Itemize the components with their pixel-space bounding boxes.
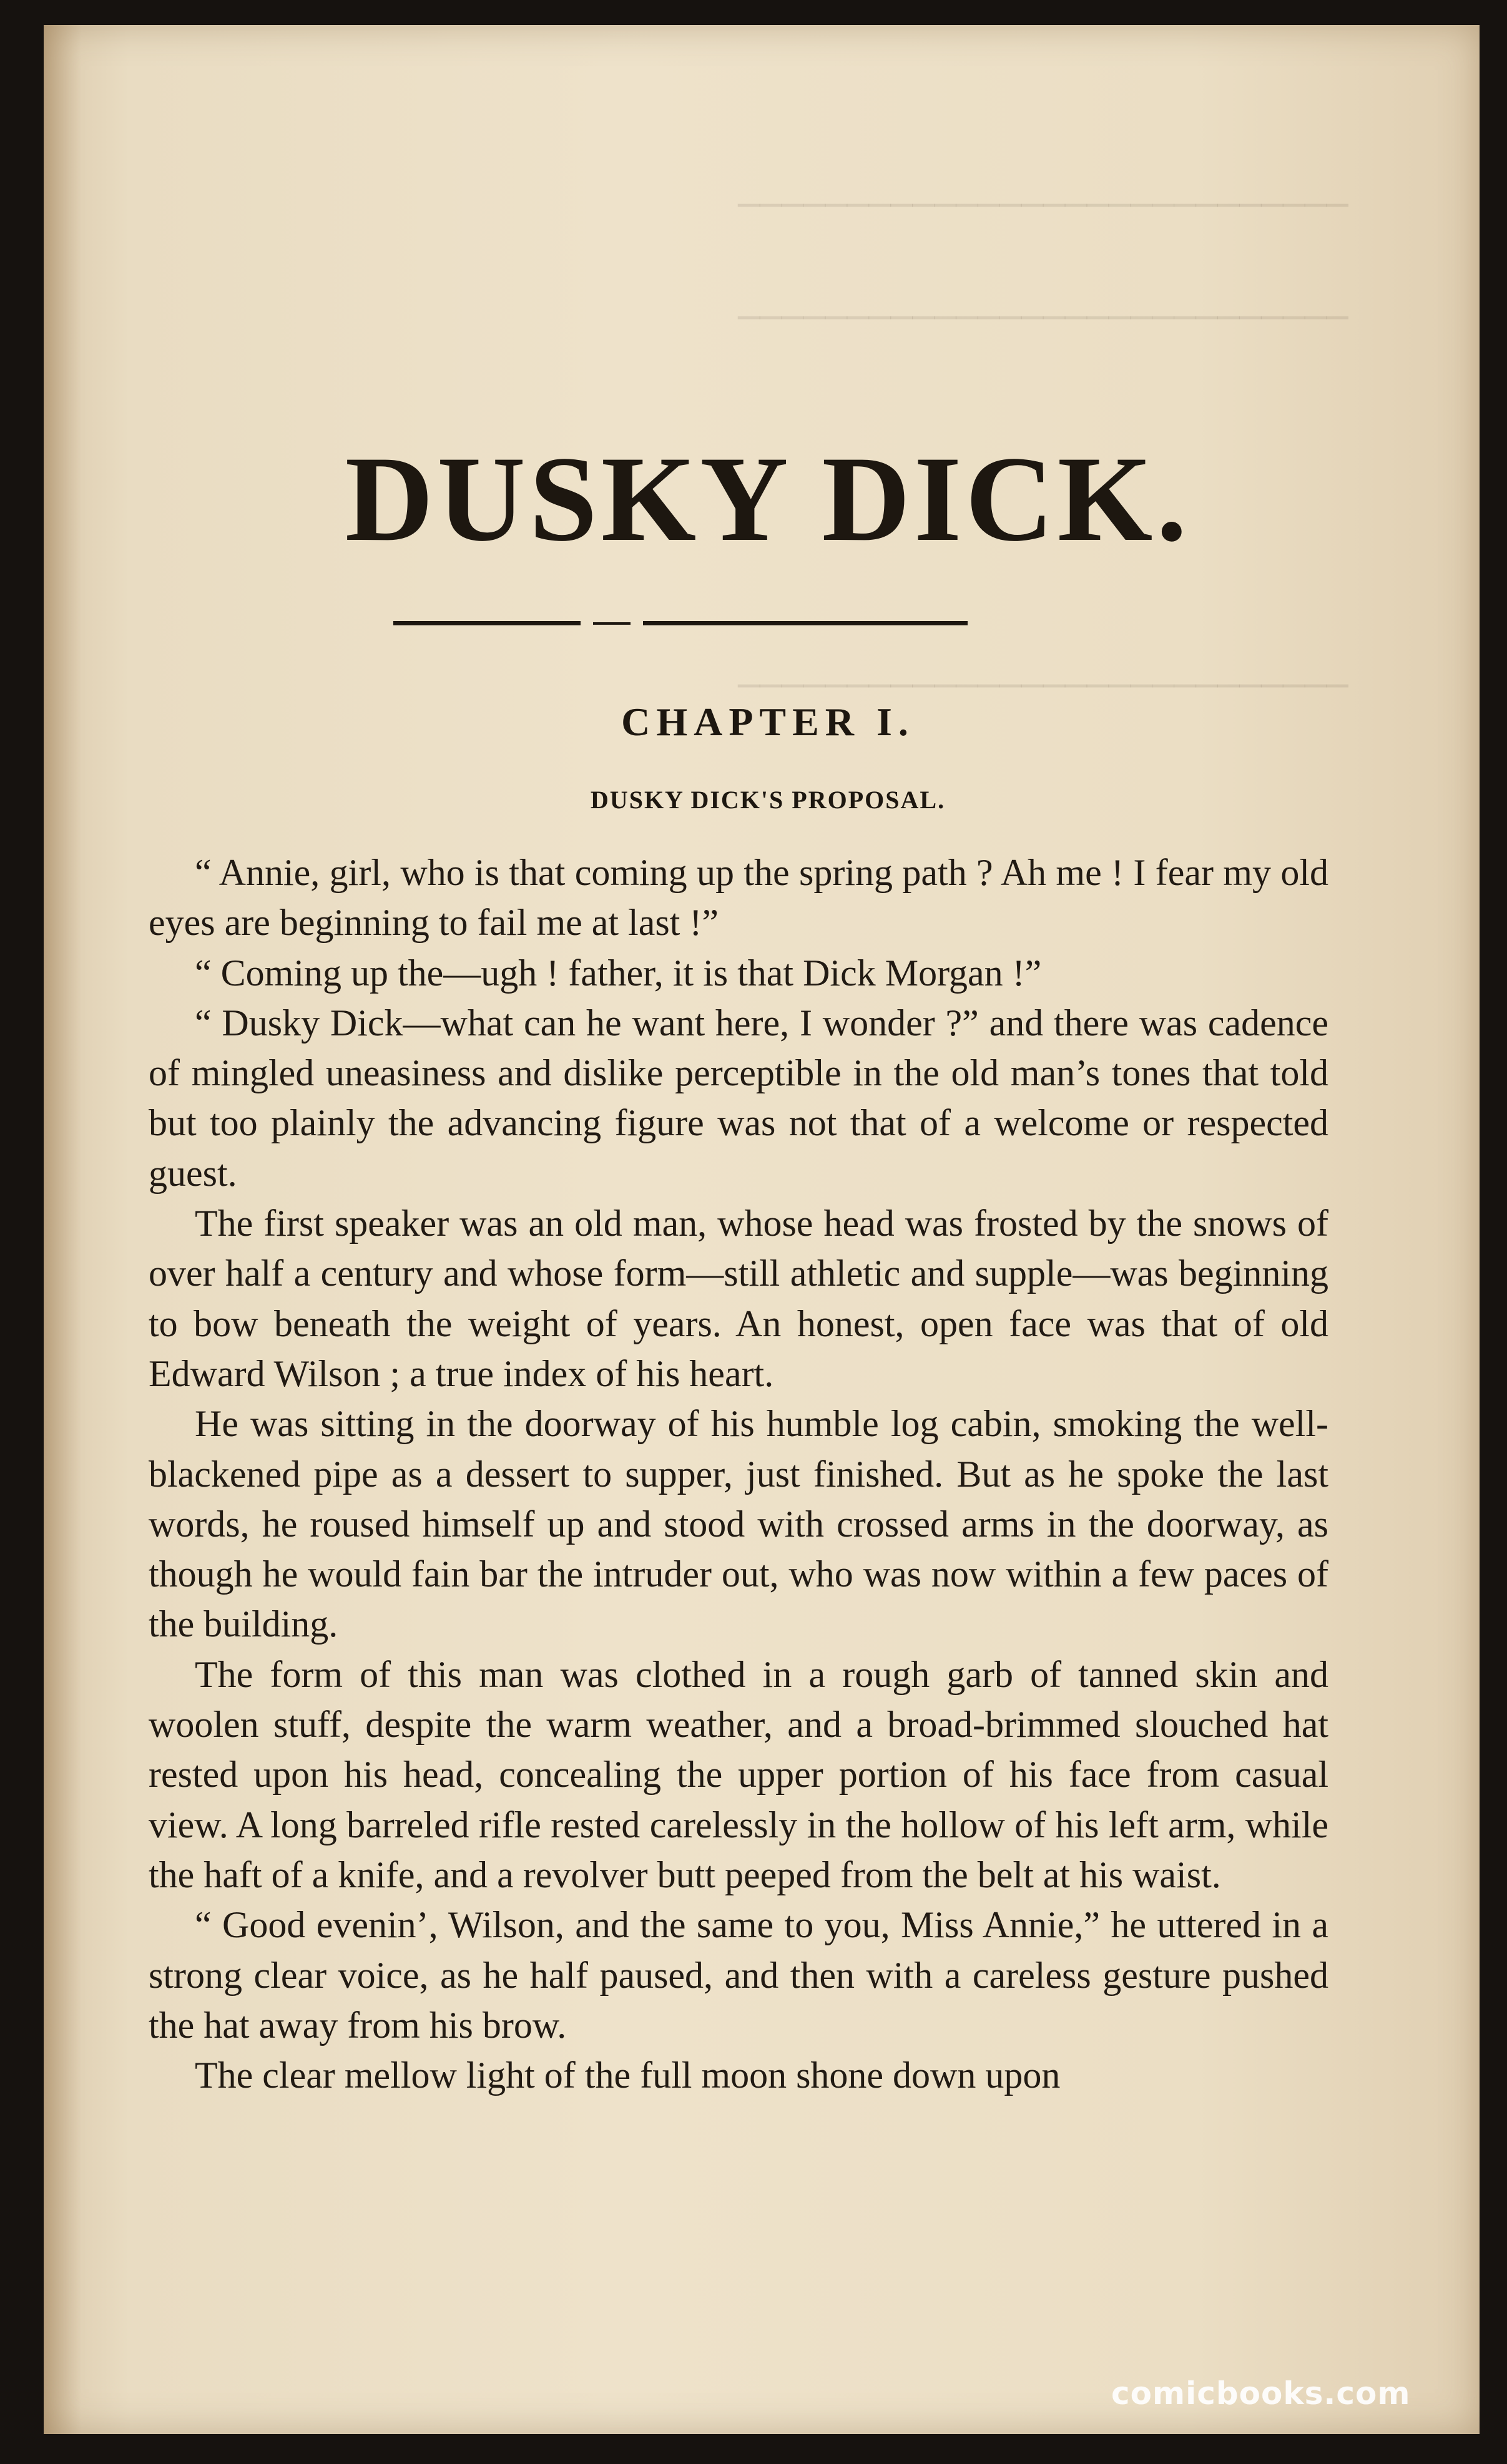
show-through-texture: ──────────────────────────── — [738, 665, 1348, 707]
paragraph: The clear mellow light of the full moon shone down upon — [195, 2055, 1061, 2096]
page-gutter-shadow — [44, 25, 81, 2434]
title-rule-right — [643, 621, 968, 625]
paragraph: The first speaker was an old man, whose head was frosted by the snows of over half a century and whose form—still athletic and supple—was beginning to bow beneath the weight of years. An honest, open face was that of old Edward Wilson ; a true index of his heart. — [149, 1203, 1328, 1394]
book-title: DUSKY DICK. — [345, 431, 1191, 567]
title-rule-center — [593, 622, 631, 625]
show-through-texture: ──────────────────────────── — [738, 184, 1348, 227]
paragraph: The form of this man was clothed in a rough garb of tanned skin and woolen stuff, despite the warm weather, and a broad-brimmed slouched hat rested upon his head, concealing the upper portion of his face from casual view. A long barreled rifle rested carelessly in the hollow of his left arm, while the haft of a knife, and a revolver butt peeped from the belt at his waist. — [149, 1653, 1328, 1895]
book-page — [44, 25, 1480, 2434]
chapter-heading: CHAPTER I. — [621, 700, 915, 744]
show-through-texture: ──────────────────────────── — [738, 296, 1348, 339]
paragraph: He was sitting in the doorway of his humble log cabin, smoking the well-blackened pipe as a dessert to supper, just finished. But as he spoke the last words, he roused himself up and stood with crossed arms in the doorway, as though he would fain bar the intruder out, who was now within a few paces of the building. — [149, 1403, 1328, 1645]
paragraph: “ Coming up the—ugh ! father, it is that Dick Morgan !” — [195, 952, 1042, 994]
chapter-subtitle: DUSKY DICK'S PROPOSAL. — [590, 786, 946, 814]
chapter-text — [149, 848, 1328, 2100]
paragraph: “ Good evenin’, Wilson, and the same to you, Miss Annie,” he uttered in a strong clear voice, as he half paused, and then with a careless gesture pushed the hat away from his brow. — [149, 1904, 1328, 2046]
site-watermark: comicbooks.com — [1111, 2375, 1411, 2412]
paragraph: “ Dusky Dick—what can he want here, I wonder ?” and there was cadence of mingled uneasiness and dislike perceptible in the old man’s tones that told but too plainly the advancing figure was not that of a welcome or respected guest. — [149, 1002, 1328, 1194]
title-rule-left — [393, 621, 581, 625]
paragraph: “ Annie, girl, who is that coming up the spring path ? Ah me ! I fear my old eyes are beginning to fail me at last !” — [149, 852, 1328, 944]
